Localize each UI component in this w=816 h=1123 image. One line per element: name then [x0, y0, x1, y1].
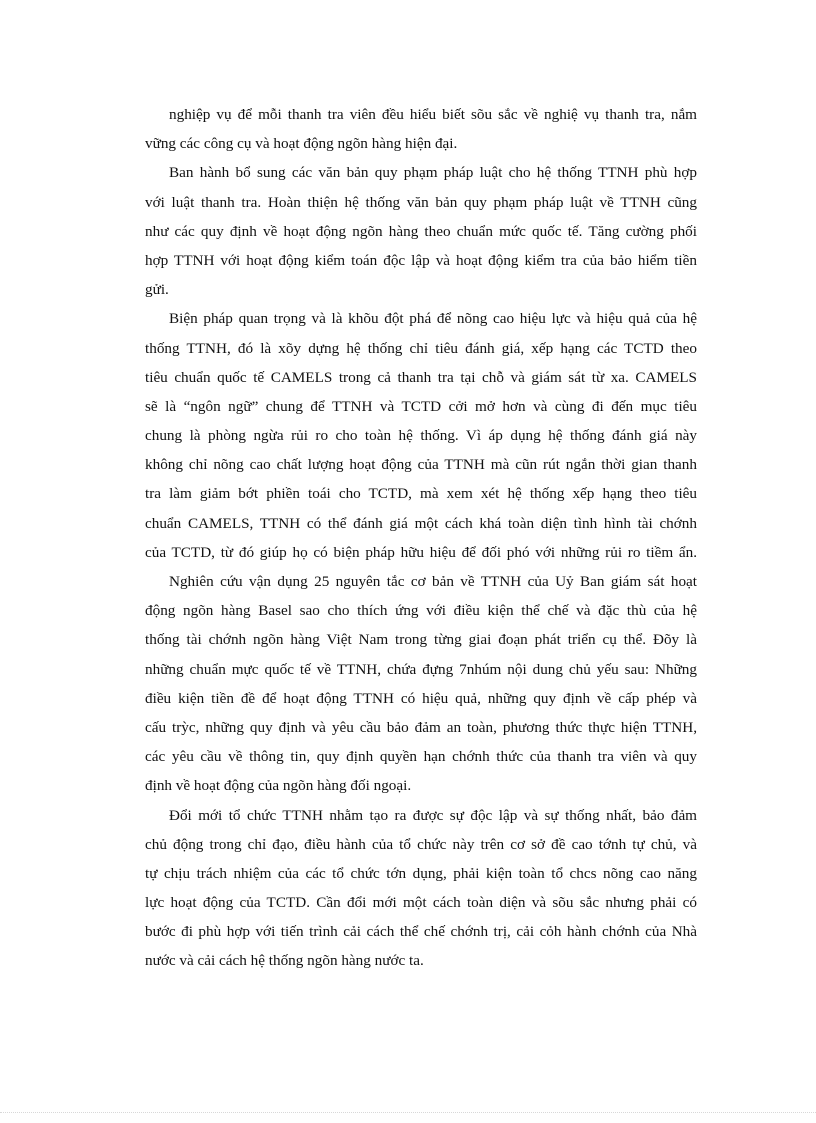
- text-line: Biện pháp quan trọng và là khõu đột phá để nõng cao hiệu lực và hiệu quả của hệ: [169, 310, 697, 328]
- text-line: của TCTD, từ đó giúp họ có biện pháp hữu hiệu để đối phó với những rủi ro tiềm ẩn.: [145, 543, 697, 561]
- text-line: như các quy định về hoạt động ngõn hàng theo chuẩn mức quốc tế. Tăng cường phối: [145, 222, 697, 240]
- text-line: những chuẩn mực quốc tế về TTNH, chứa đựng 7nhúm nội dung chủ yếu sau: Những: [145, 660, 697, 678]
- text-line: các yêu cầu về thông tin, quy định quyền hạn chớnh thức của thanh tra viên và quy: [145, 748, 697, 766]
- text-line: lực hoạt động của TCTD. Cần đổi mới một cách toàn diện và sõu sắc nhưng phải có: [145, 894, 697, 912]
- text-line: hợp TTNH với hoạt động kiểm toán độc lập và hoạt động kiểm tra của bảo hiểm tiền: [145, 251, 697, 269]
- text-line: nghiệp vụ để mỗi thanh tra viên đều hiểu biết sõu sắc về nghiệ vụ thanh tra, nắm: [169, 106, 697, 123]
- text-line: gửi.: [145, 281, 169, 299]
- text-line: vững các công cụ và hoạt động ngõn hàng hiện đại.: [145, 135, 458, 153]
- text-line: động ngõn hàng Basel sao cho thích ứng với điều kiện thể chế và đặc thù của hệ: [145, 602, 697, 620]
- text-line: định về hoạt động của ngõn hàng đối ngoại.: [145, 777, 412, 795]
- text-line: không chỉ nõng cao chất lượng hoạt động của TTNH mà cũn rút ngắn thời gian thanh: [145, 456, 697, 474]
- body-text: [145, 100, 697, 976]
- text-line: sẽ là “ngôn ngữ” chung để TTNH và TCTD cởi mở hơn và cùng đi đến mục tiêu: [145, 397, 697, 415]
- text-line: Nghiên cứu vận dụng 25 nguyên tắc cơ bản về TTNH của Uỷ Ban giám sát hoạt: [169, 573, 697, 590]
- text-line: tự chịu trách nhiệm của các tổ chức tớn dụng, phải kiện toàn tổ chcs nõng cao năng: [145, 864, 697, 882]
- text-line: thống tài chớnh ngõn hàng Việt Nam trong từng giai đoạn phát triển cụ thể. Đõy là: [145, 631, 697, 649]
- text-line: chủ động trong chỉ đạo, điều hành của tổ chức này trên cơ sở đề cao tớnh tự chủ, và: [145, 835, 697, 853]
- text-line: với luật thanh tra. Hoàn thiện hệ thống văn bản quy phạm pháp luật về TTNH cũng: [145, 193, 697, 211]
- text-line: Ban hành bổ sung các văn bản quy phạm pháp luật cho hệ thống TTNH phù hợp: [169, 164, 697, 182]
- page-bottom-divider: [0, 1112, 816, 1114]
- text-line: điều kiện tiền đề để hoạt động TTNH có hiệu quả, những quy định về cấp phép và: [145, 689, 697, 707]
- text-line: bước đi phù hợp với tiến trình cải cách thể chế chớnh trị, cải cỏh hành chớnh của Nhà: [145, 923, 697, 941]
- text-line: chuẩn CAMELS, TTNH có thể đánh giá một cách khá toàn diện tình hình tài chớnh: [145, 514, 697, 532]
- text-line: cấu trỳc, những quy định và yêu cầu bảo đảm an toàn, phương thức thực hiện TTNH,: [145, 718, 697, 736]
- text-line: chung là phòng ngừa rủi ro cho toàn hệ thống. Vì áp dụng hệ thống đánh giá này: [145, 427, 697, 445]
- text-line: thống TTNH, đó là xõy dựng hệ thống chỉ tiêu đánh giá, xếp hạng các TCTD theo: [145, 339, 697, 357]
- text-line: tiêu chuẩn quốc tế CAMELS trong cả thanh tra tại chỗ và giám sát từ xa. CAMELS: [145, 368, 697, 386]
- text-line: tra làm giảm bớt phiền toái cho TCTD, mà xem xét hệ thống xếp hạng theo tiêu: [145, 485, 697, 503]
- text-line: nước và cải cách hệ thống ngõn hàng nước ta.: [145, 952, 424, 970]
- text-line: Đổi mới tổ chức TTNH nhằm tạo ra được sự độc lập và sự thống nhất, bảo đảm: [169, 806, 697, 824]
